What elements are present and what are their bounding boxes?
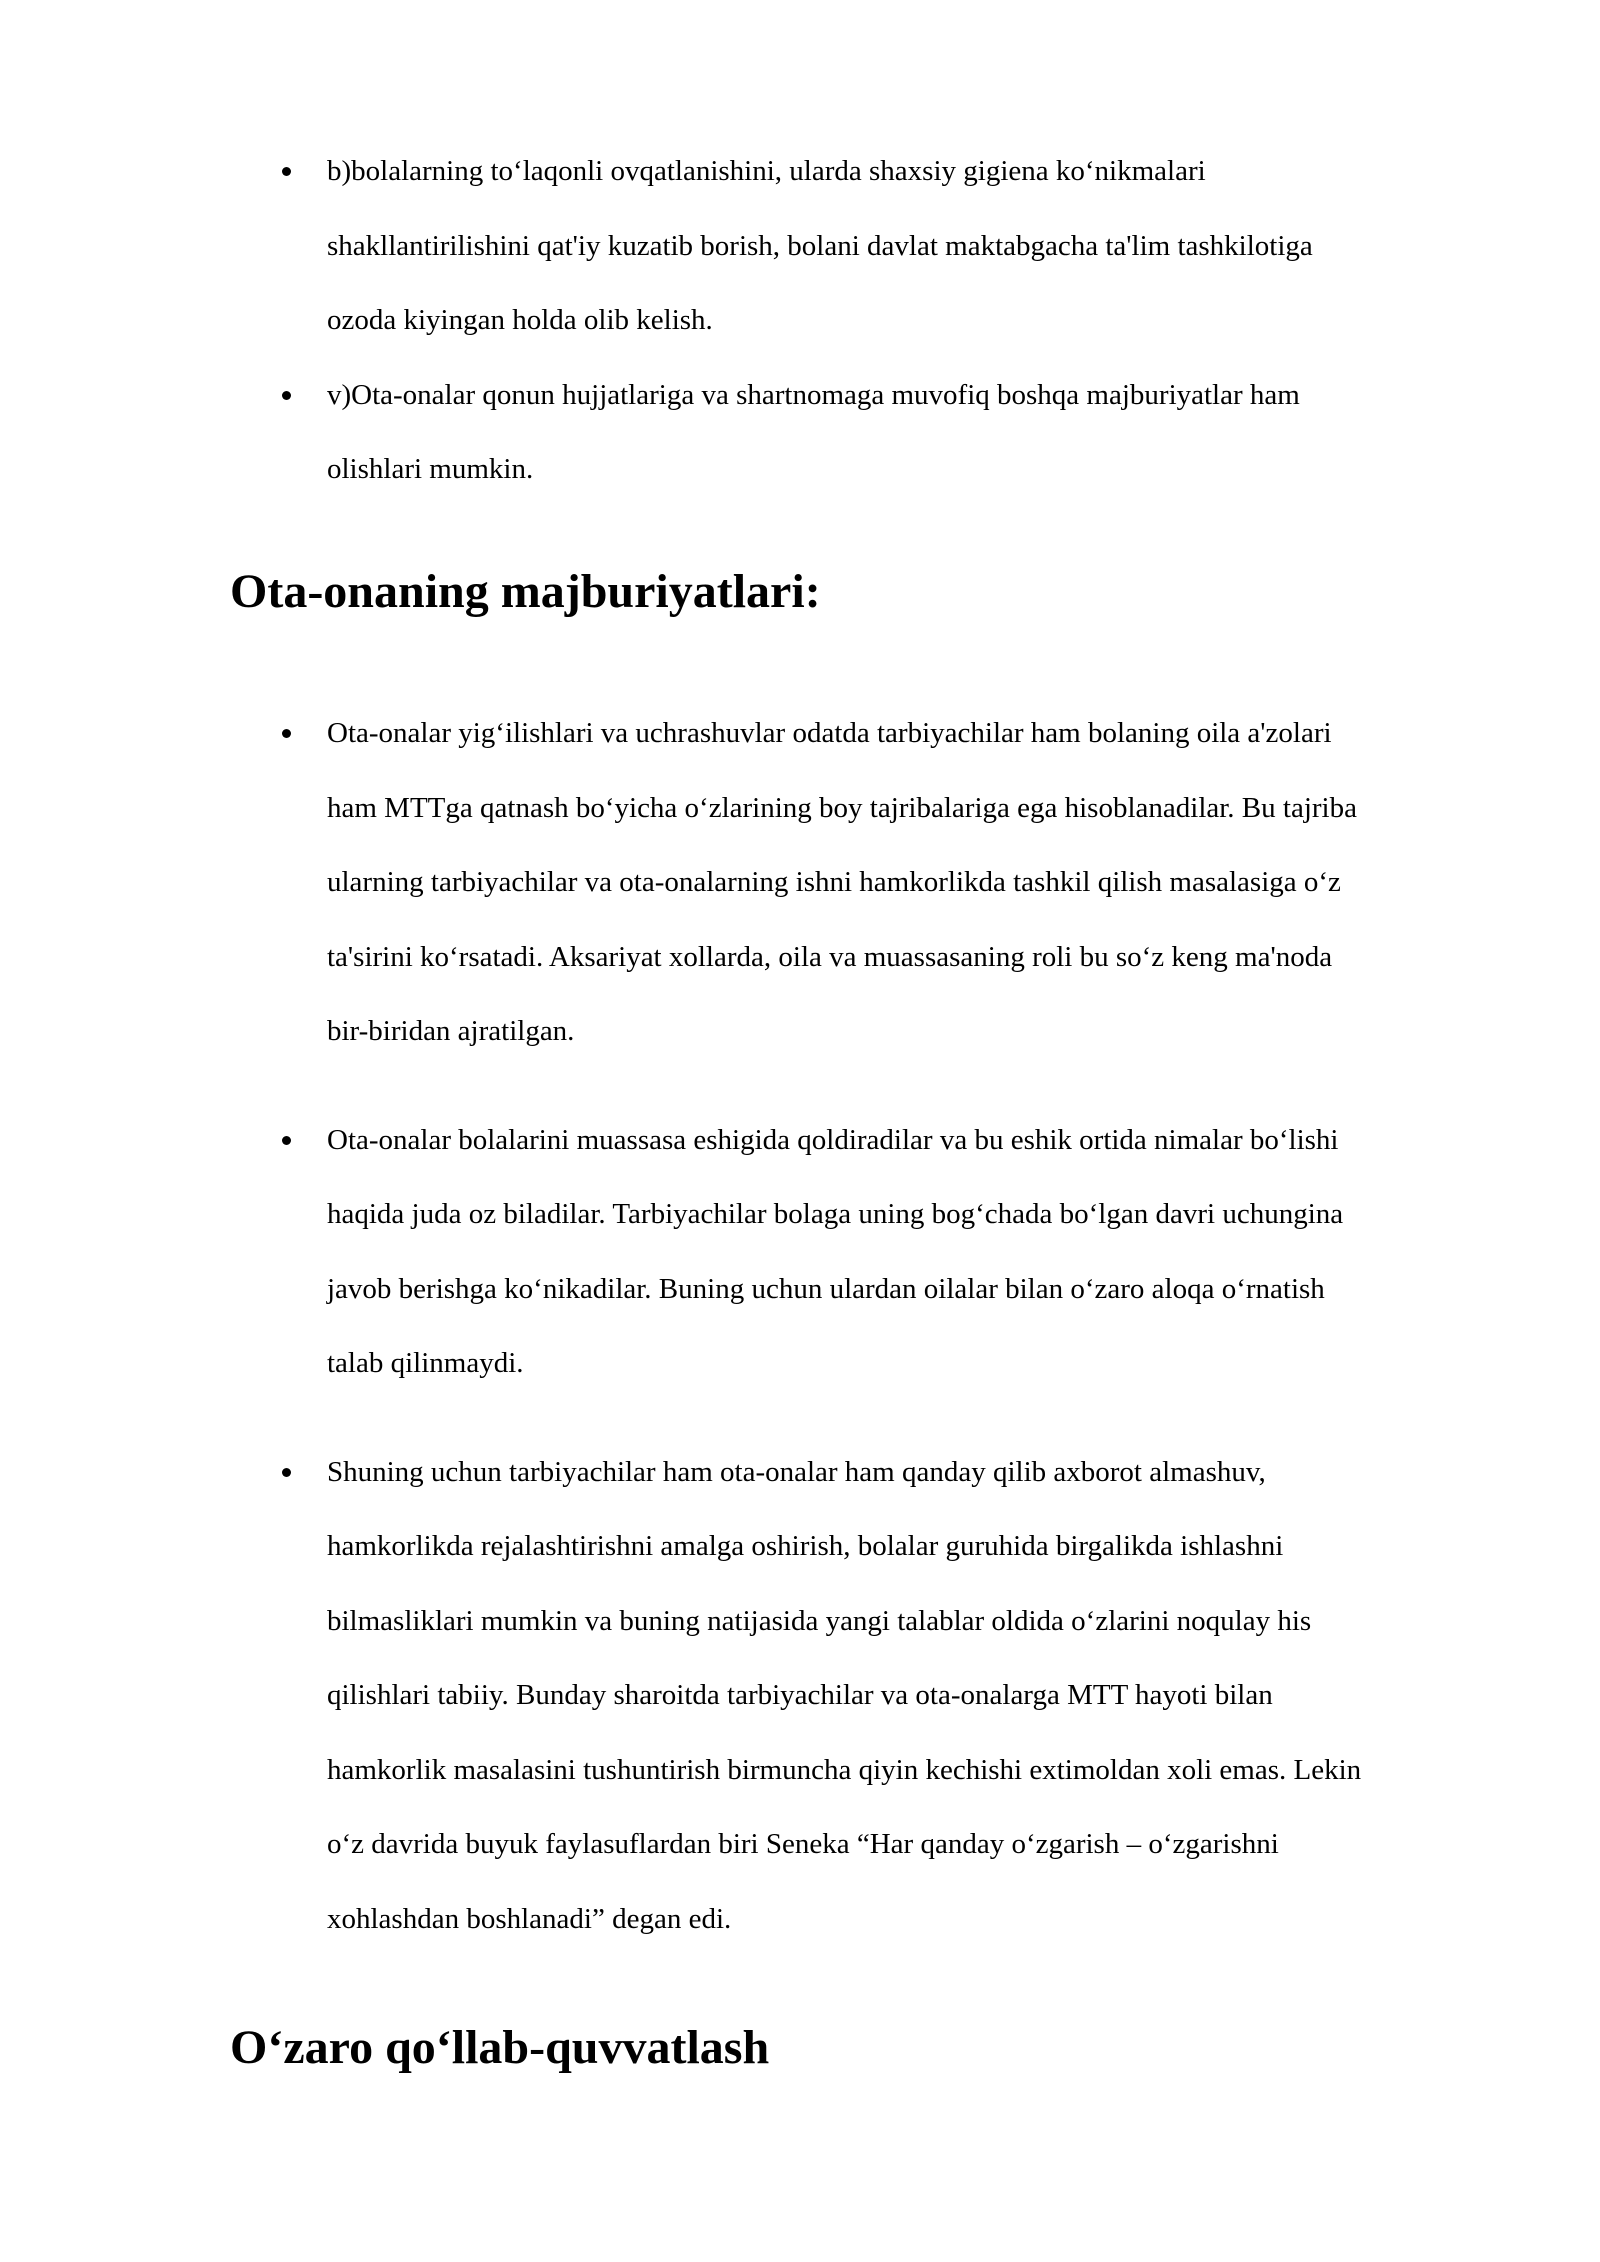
text-line: bir-biridan ajratilgan. — [327, 1015, 575, 1047]
section-heading: O‘zaro qo‘llab-quvvatlash — [230, 2021, 770, 2074]
list-item — [272, 134, 1522, 358]
list-item — [272, 358, 1522, 507]
text-line: hamkorlikda rejalashtirishni amalga oshirish, bolalar guruhida birgalikda ishlashni — [327, 1530, 1284, 1562]
text-line: v)Ota-onalar qonun hujjatlariga va shartnomaga muvofiq boshqa majburiyatlar ham — [327, 378, 1300, 411]
text-line: hamkorlik masalasini tushuntirish birmuncha qiyin kechishi extimoldan xoli emas. Lekin — [327, 1753, 1362, 1786]
text-line: Ota-onalar bolalarini muassasa eshigida qoldiradilar va bu eshik ortida nimalar bo‘lishi — [327, 1123, 1339, 1156]
text-line: haqida juda oz biladilar. Tarbiyachilar bolaga uning bog‘chada bo‘lgan davri uchungina — [327, 1198, 1344, 1230]
list-item — [272, 1103, 1522, 1401]
text-line: talab qilinmaydi. — [327, 1347, 524, 1379]
bullet-icon — [282, 1136, 291, 1145]
text-line: b)bolalarning to‘laqonli ovqatlanishini, ularda shaxsiy gigiena ko‘nikmalari — [327, 155, 1206, 187]
text-line: shakllantirilishini qat'iy kuzatib borish, bolani davlat maktabgacha ta'lim tashkilotiga — [327, 229, 1313, 262]
text-line: ta'sirini ko‘rsatadi. Aksariyat xollarda, oila va muassasaning roli bu so‘z keng ma'noda — [327, 940, 1333, 973]
bullet-icon — [282, 729, 291, 738]
bullet-icon — [282, 391, 291, 400]
bullet-icon — [282, 1468, 291, 1477]
list-item — [272, 696, 1522, 1069]
text-line: Shuning uchun tarbiyachilar ham ota-onalar ham qanday qilib axborot almashuv, — [327, 1455, 1266, 1488]
top-bullet-list — [272, 134, 1522, 507]
bullet-icon — [282, 167, 291, 176]
text-line: ozoda kiyingan holda olib kelish. — [327, 304, 713, 336]
text-line: qilishlari tabiiy. Bunday sharoitda tarbiyachilar va ota-onalarga MTT hayoti bilan — [327, 1679, 1273, 1711]
section-bullet-list — [272, 696, 1522, 1956]
text-line: xohlashdan boshlanadi” degan edi. — [327, 1902, 732, 1935]
text-line: o‘z davrida buyuk faylasuflardan biri Seneka “Har qanday o‘zgarish – o‘zgarishni — [327, 1828, 1279, 1860]
text-line: olishlari mumkin. — [327, 453, 534, 485]
section-heading: Ota-onaning majburiyatlari: — [230, 565, 821, 618]
text-line: javob berishga ko‘nikadilar. Buning uchun ulardan oilalar bilan o‘zaro aloqa o‘rnatish — [327, 1272, 1325, 1305]
text-line: Ota-onalar yig‘ilishlari va uchrashuvlar odatda tarbiyachilar ham bolaning oila a'zolari — [327, 717, 1332, 749]
list-item — [272, 1435, 1522, 1957]
text-line: ham MTTga qatnash bo‘yicha o‘zlarining boy tajribalariga ega hisoblanadilar. Bu tajriba — [327, 791, 1357, 824]
text-line: ularning tarbiyachilar va ota-onalarning ishni hamkorlikda tashkil qilish masalasiga o‘z — [327, 866, 1341, 898]
text-line: bilmasliklari mumkin va buning natijasida yangi talablar oldida o‘zlarini noqulay his — [327, 1604, 1312, 1637]
